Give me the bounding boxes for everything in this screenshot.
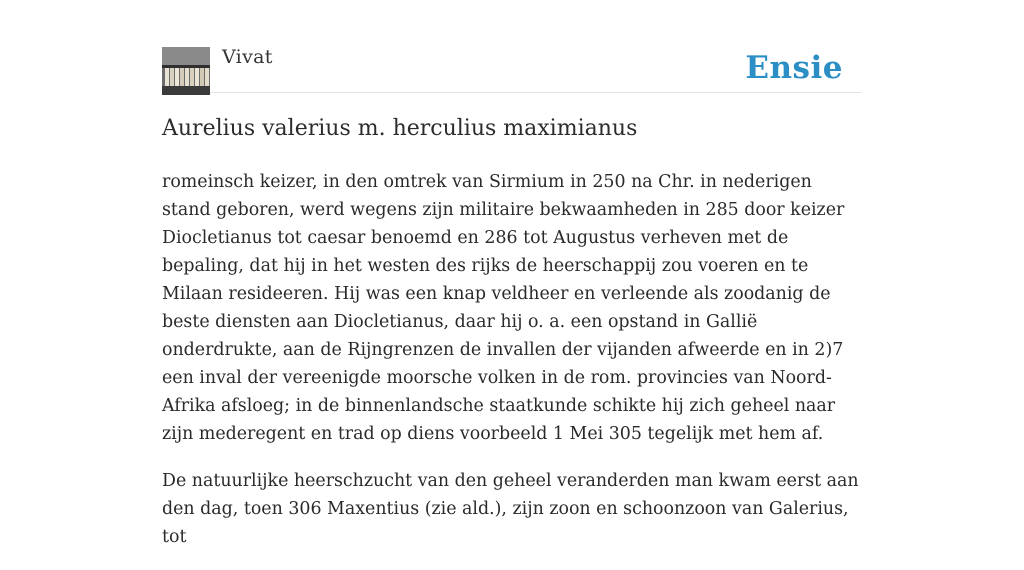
brand-logo[interactable]: Ensie <box>745 50 843 86</box>
source-avatar[interactable] <box>162 47 210 95</box>
source-name[interactable]: Vivat <box>222 46 273 68</box>
header <box>162 46 862 93</box>
entry-body <box>162 168 862 570</box>
entry-title: Aurelius valerius m. herculius maximianus <box>162 116 638 141</box>
entry-paragraph: De natuurlijke heerschzucht van den geheel veranderden man kwam eerst aan den dag, toen 306 Maxentius (zie ald.), zijn zoon en schoonzoon van Galerius, tot <box>162 471 859 547</box>
book-spines-icon <box>162 47 210 95</box>
entry-paragraph: romeinsch keizer, in den omtrek van Sirmium in 250 na Chr. in nederigen stand geboren, werd wegens zijn militaire bekwaamheden in 285 door keizer Diocletianus tot caesar benoemd en 286 tot Augustus verheven met de bepaling, dat hij in het westen des rijks de heerschappij zou voeren en te Milaan resideeren. Hij was een knap veldheer en verleende als zoodanig de beste diensten aan Diocletianus, daar hij o. a. een opstand in Gallië onderdrukte, aan de Rijngrenzen de invallen der vijanden afweerde en in 2)7 een inval der vereenigde moorsche volken in de rom. provincies van Noord-Afrika afsloeg; in de binnenlandsche staatkunde schikte hij zich geheel naar zijn mederegent en trad op diens voorbeeld 1 Mei 305 tegelijk met hem af. <box>162 172 845 444</box>
